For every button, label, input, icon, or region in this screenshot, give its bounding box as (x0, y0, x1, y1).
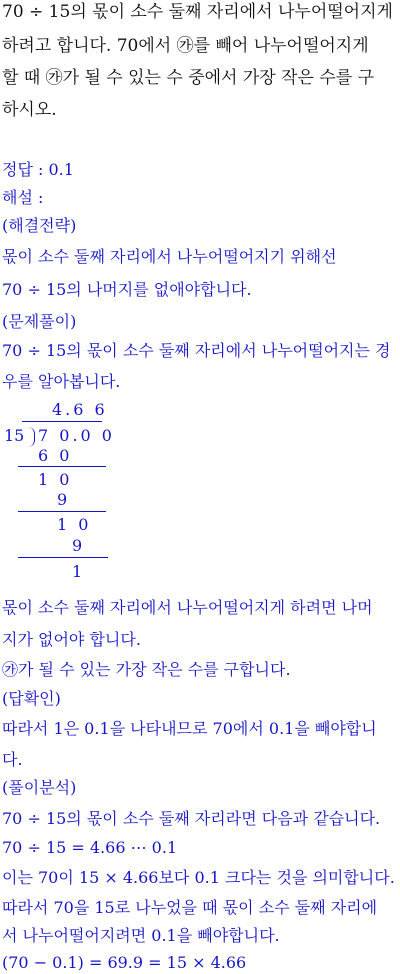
analysis-line-1: 70 ÷ 15의 몫이 소수 둘째 자리라면 다음과 같습니다. (2, 809, 381, 828)
analysis-line-5: 서 나누어떨어지려면 0.1을 빼야합니다. (2, 926, 280, 945)
division-remainder: 1 (72, 562, 86, 581)
analysis-line-6: (70 − 0.1) = 69.9 = 15 × 4.66 (2, 953, 247, 972)
division-step-4: 1 0 (57, 515, 92, 534)
answer-line: 정답 : 0.1 (2, 160, 74, 179)
division-line-2 (18, 511, 106, 512)
division-step-2: 1 0 (38, 470, 73, 489)
after-line-2: 지가 없어야 합니다. (2, 630, 141, 649)
question-line-2: 하려고 합니다. 70에서 ㉮를 빼어 나누어떨어지게 (2, 36, 369, 56)
division-step-1: 6 0 (38, 446, 73, 465)
analysis-line-3: 이는 70이 15 × 4.66보다 0.1 크다는 것을 의미합니다. (2, 868, 395, 887)
strategy-header: (해결전략) (2, 216, 77, 235)
strategy-line-1: 몫이 소수 둘째 자리에서 나누어떨어지기 위해선 (2, 247, 337, 266)
division-dividend: 7 0.0 0 (38, 426, 115, 445)
division-bar (22, 421, 102, 422)
analysis-line-4: 따라서 70을 15로 나누었을 때 몫이 소수 둘째 자리에 (2, 898, 378, 917)
division-line-1 (18, 466, 106, 467)
division-step-3: 9 (57, 490, 71, 509)
solution-header: (문제풀이) (2, 312, 77, 331)
check-line-2: 다. (2, 750, 23, 769)
division-line-3 (18, 557, 108, 558)
after-line-3: ㉮가 될 수 있는 가장 작은 수를 구합니다. (2, 660, 291, 679)
division-divisor: 15 (4, 426, 25, 445)
division-step-5: 9 (72, 536, 86, 555)
strategy-line-2: 70 ÷ 15의 나머지를 없애야합니다. (2, 280, 252, 299)
analysis-line-2: 70 ÷ 15 = 4.66 ⋯ 0.1 (2, 838, 178, 857)
check-line-1: 따라서 1은 0.1을 나타내므로 70에서 0.1을 빼야합니 (2, 719, 377, 738)
explanation-label: 해설 : (2, 188, 44, 207)
question-line-1: 70 ÷ 15의 몫이 소수 둘째 자리에서 나누어떨어지게 (2, 2, 393, 22)
division-bracket (28, 427, 35, 447)
check-header: (답확인) (2, 689, 61, 708)
solution-line-2: 우를 알아봅니다. (2, 372, 121, 391)
analysis-header: (풀이분석) (2, 778, 77, 797)
solution-line-1: 70 ÷ 15의 몫이 소수 둘째 자리에서 나누어떨어지는 경 (2, 341, 391, 360)
after-line-1: 몫이 소수 둘째 자리에서 나누어떨어지게 하려면 나머 (2, 598, 373, 617)
division-quotient: 4.6 6 (52, 400, 108, 419)
question-line-4: 하시오. (2, 100, 57, 120)
question-line-3: 할 때 ㉮가 될 수 있는 수 중에서 가장 작은 수를 구 (2, 68, 375, 88)
